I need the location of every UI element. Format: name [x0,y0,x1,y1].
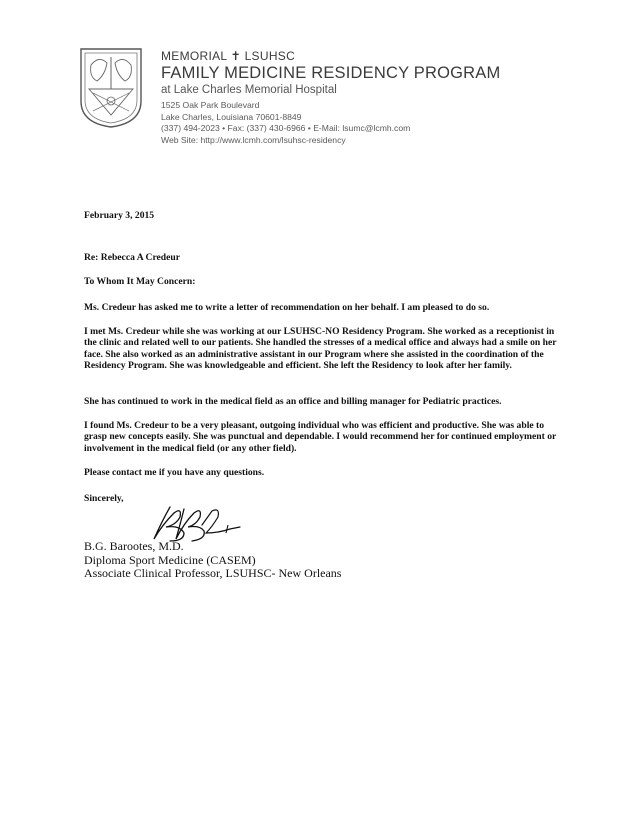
letter-salutation: To Whom It May Concern: [84,276,196,287]
letterhead-org-line: MEMORIAL ✝ LSUHSC [161,49,296,63]
letter-paragraph: I found Ms. Credeur to be a very pleasant, outgoing individual who was efficient and productive. She was able to grasp new concepts easily. She was punctual and dependable. I would recommend her for continued employment or involvement in the medical field (or any other field). [84,420,557,454]
letterhead-street: 1525 Oak Park Boulevard [161,100,260,110]
letterhead [161,49,621,146]
letter-re-line: Re: Rebecca A Credeur [84,252,180,263]
letterhead-hospital: at Lake Charles Memorial Hospital [161,84,337,96]
letter-date: February 3, 2015 [84,210,155,221]
letter-closing: Sincerely, [84,493,124,504]
letterhead-website: Web Site: http://www.lcmh.com/lsuhsc-residency [161,134,346,145]
signer-credential: Diploma Sport Medicine (CASEM) [84,552,256,567]
letter-paragraph: Ms. Credeur has asked me to write a letter of recommendation on her behalf. I am pleased to do so. [84,302,490,313]
signer-name: B.G. Barootes, M.D. [84,539,184,553]
letter-paragraph: Please contact me if you have any questions. [84,467,265,478]
signer-title: Associate Clinical Professor, LSUHSC- New Orleans [84,566,342,580]
letter-paragraph: I met Ms. Credeur while she was working at our LSUHSC-NO Residency Program. She worked as a receptionist in the clinic and related well to our patients. She handled the stresses of a medical office and always had a smile on her face. She also worked as an administrative assistant in our Program where she assisted in the coordination of the Residency Program. She was knowledgeable and efficient. She left the Residency to look after her family. [84,326,557,372]
signature-block [84,540,341,581]
letterhead-contact: (337) 494-2023 • Fax: (337) 430-6966 • E-Mail: lsumc@lcmh.com [161,123,411,134]
letterhead-program-name: FAMILY MEDICINE RESIDENCY PROGRAM [161,64,501,82]
letter-paragraph: She has continued to work in the medical field as an office and billing manager for Pediatric practices. [84,396,502,407]
program-seal-logo [75,45,147,129]
letterhead-city: Lake Charles, Louisiana 70601-8849 [161,111,302,122]
